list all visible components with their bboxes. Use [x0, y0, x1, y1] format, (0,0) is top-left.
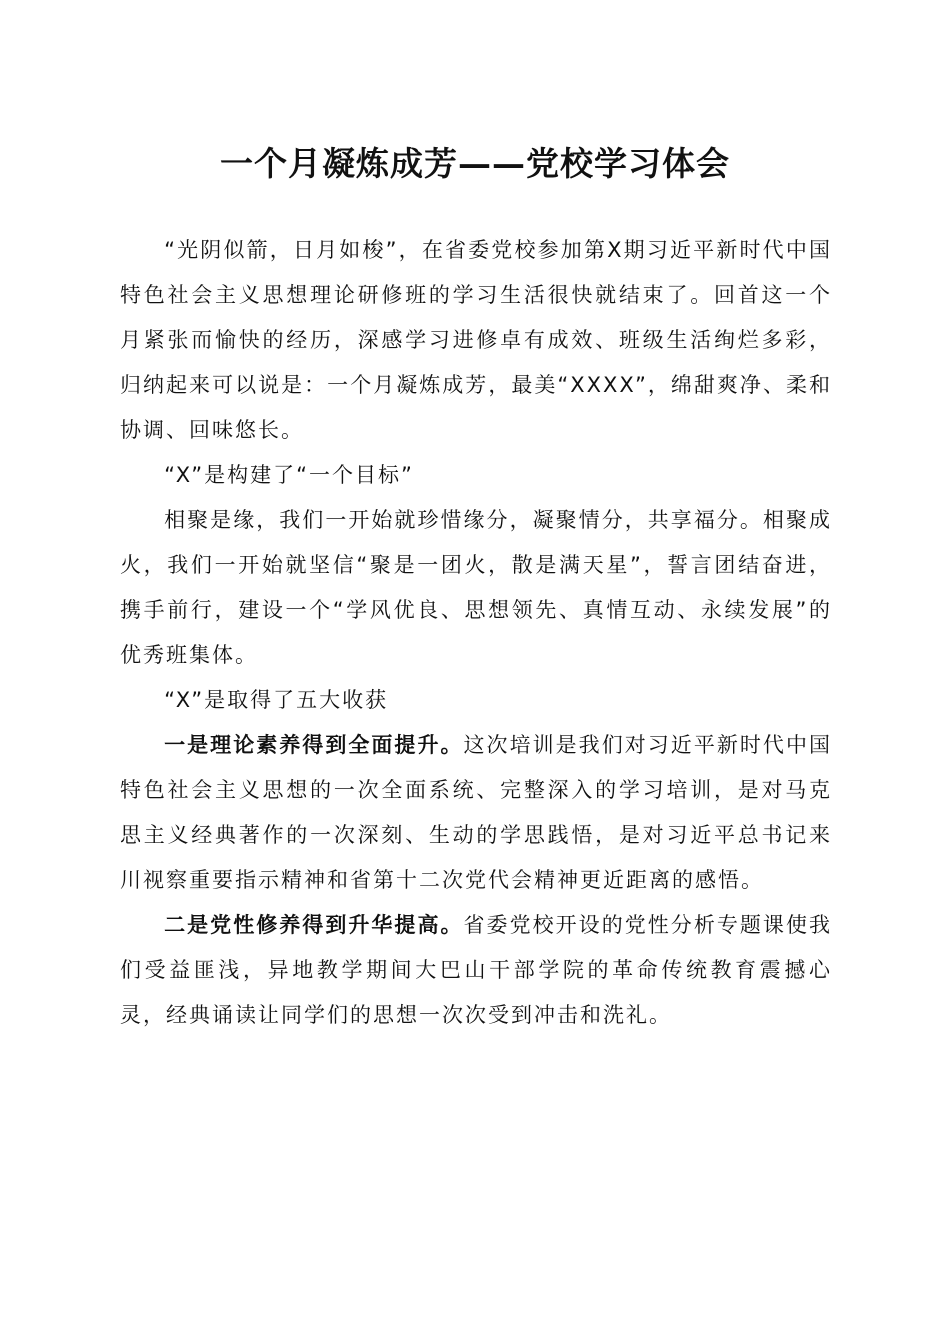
document-body [120, 228, 832, 1038]
section-heading-gains: “X”是取得了五大收获 [164, 688, 389, 712]
document-title: 一个月凝炼成芳——党校学习体会 [220, 144, 730, 183]
intro-paragraph: “光阴似箭，日月如梭”，在省委党校参加第X期习近平新时代中国特色社会主义思想理论研修班的学习生活很快就结束了。回首这一个月紧张而愉快的经历，深感学习进修卓有成效、班级生活绚烂多彩，归纳起来可以说是：一个月凝炼成芳，最美“XXXX”，绵甜爽净、柔和协调、回味悠长。 [120, 238, 832, 442]
section-heading-goal: “X”是构建了“一个目标” [164, 463, 414, 487]
gain-1-paragraph [120, 723, 832, 903]
gain-1-text: 这次培训是我们对习近平新时代中国特色社会主义思想的一次全面系统、完整深入的学习培训，是对马克思主义经典著作的一次深刻、生动的学思践悟，是对习近平总书记来川视察重要指示精神和省第十二次党代会精神更近距离的感悟。 [120, 733, 832, 892]
gain-1-lead: 一是理论素养得到全面提升。 [164, 733, 464, 757]
gain-2-paragraph [120, 903, 832, 1038]
goal-paragraph: 相聚是缘，我们一开始就珍惜缘分，凝聚情分，共享福分。相聚成火，我们一开始就坚信“聚是一团火，散是满天星”，誓言团结奋进，携手前行，建设一个“学风优良、思想领先、真情互动、永续发展”的优秀班集体。 [120, 508, 832, 667]
gain-2-text: 省委党校开设的党性分析专题课使我们受益匪浅，异地教学期间大巴山干部学院的革命传统教育震撼心灵，经典诵读让同学们的思想一次次受到冲击和洗礼。 [120, 913, 832, 1027]
gain-2-lead: 二是党性修养得到升华提高。 [164, 913, 464, 937]
